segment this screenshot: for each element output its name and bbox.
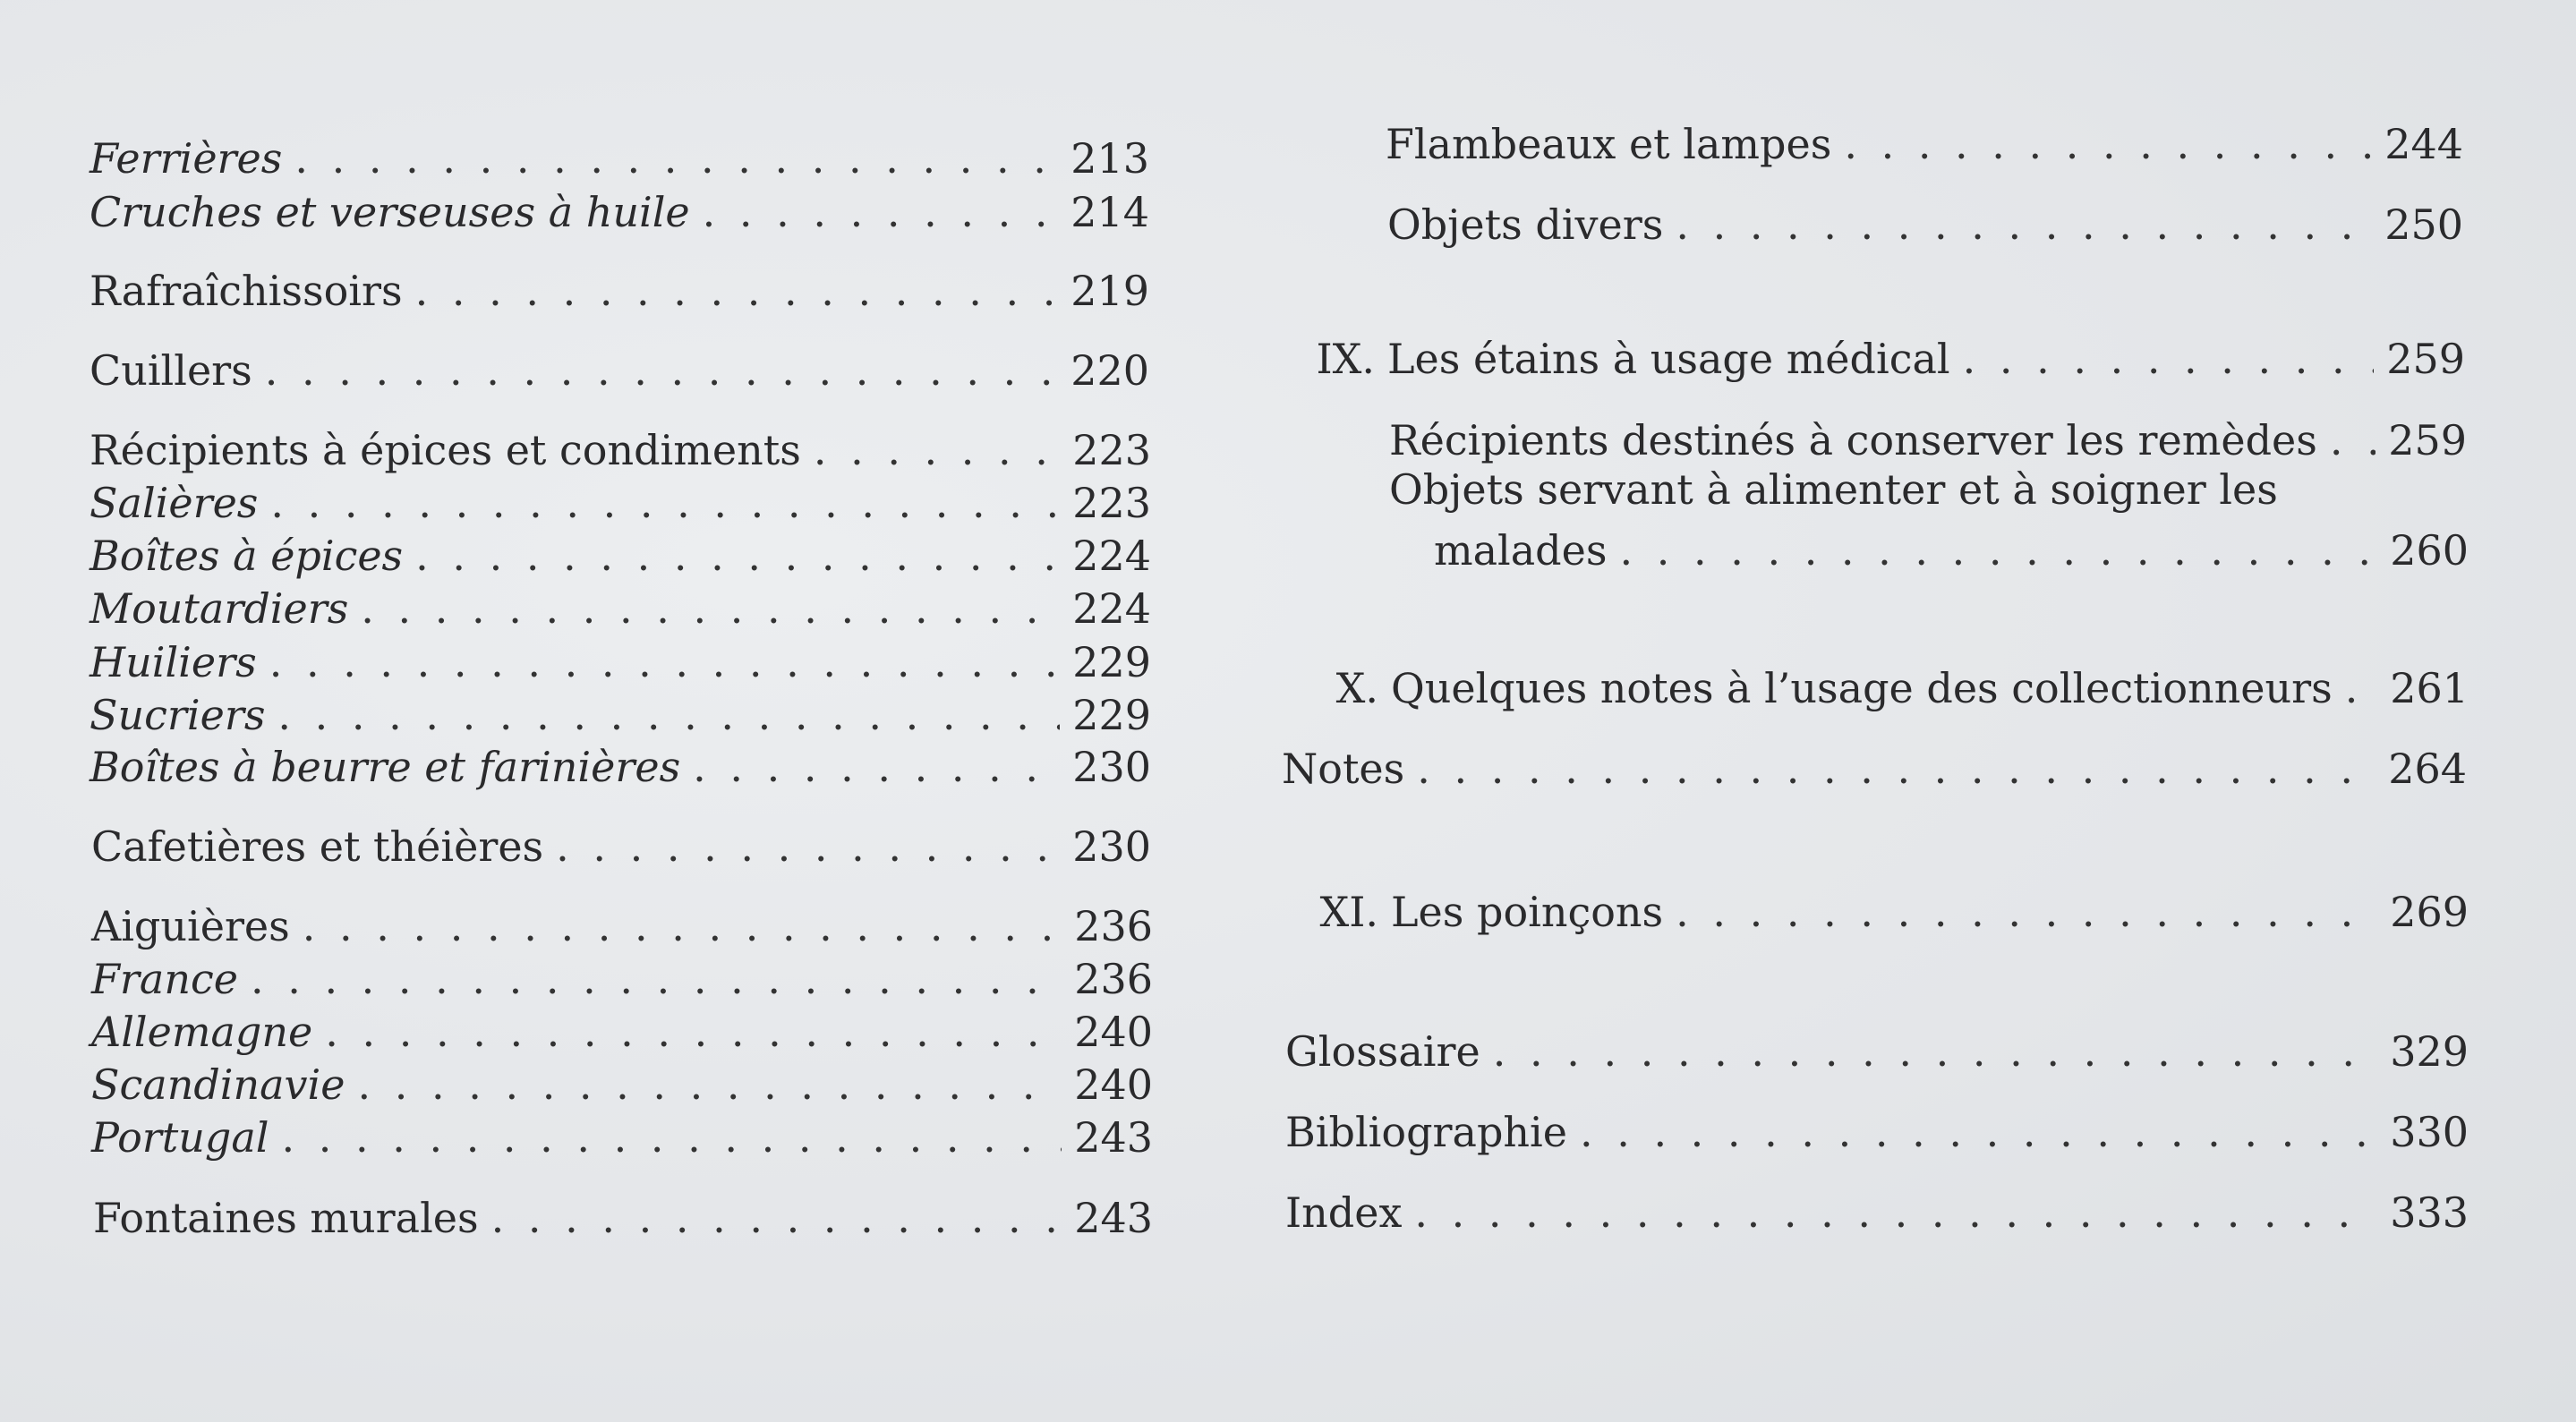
- toc-entry-title: Sucriers: [90, 691, 266, 739]
- dot-leader: [1493, 1031, 2377, 1072]
- toc-entry[interactable]: [90, 479, 1151, 527]
- toc-entry-page: 213: [1070, 134, 1149, 183]
- toc-entry[interactable]: [1285, 1108, 2469, 1156]
- dot-leader: [1676, 891, 2377, 932]
- toc-entry-page: 259: [2386, 335, 2465, 383]
- toc-entry-page: 223: [1072, 426, 1151, 474]
- dot-leader: [277, 694, 1060, 736]
- toc-entry-title: Moutardiers: [90, 584, 349, 633]
- toc-entry[interactable]: [91, 955, 1153, 1003]
- toc-entry-title: Flambeaux et lampes: [1386, 120, 1832, 168]
- toc-entry-page: 229: [1072, 691, 1151, 739]
- toc-entry-page: 269: [2390, 888, 2469, 936]
- dot-leader: [814, 430, 1060, 471]
- toc-entry[interactable]: [1285, 1188, 2469, 1237]
- dot-leader: [2330, 420, 2376, 461]
- toc-entry[interactable]: [91, 1008, 1153, 1056]
- dot-leader: [303, 906, 1062, 947]
- toc-entry-page: 329: [2390, 1027, 2469, 1076]
- toc-entry-page: 240: [1074, 1060, 1153, 1109]
- toc-entry[interactable]: [91, 822, 1151, 871]
- toc-entry-page: 230: [1072, 743, 1151, 791]
- toc-entry[interactable]: [93, 1194, 1153, 1242]
- toc-entry-title: Notes: [1282, 745, 1405, 793]
- dot-leader: [281, 1117, 1062, 1158]
- toc-entry[interactable]: [90, 532, 1151, 580]
- toc-entry-title-line1: Objets servant à alimenter et à soigner les: [1389, 465, 2278, 514]
- dot-leader: [265, 350, 1058, 391]
- toc-entry-page: 229: [1072, 638, 1151, 686]
- toc-entry-title: Glossaire: [1285, 1027, 1480, 1076]
- toc-entry[interactable]: [91, 902, 1153, 950]
- toc-entry-title: Quelques notes à l’usage des collectionneurs: [1391, 664, 2333, 712]
- toc-entry-title: Salières: [90, 479, 259, 527]
- dot-leader: [2345, 668, 2377, 709]
- toc-entry-title: Ferrières: [90, 134, 283, 183]
- dot-leader: [556, 826, 1060, 867]
- toc-entry[interactable]: [90, 346, 1149, 395]
- toc-entry[interactable]: [1282, 745, 2467, 793]
- toc-entry-title: Boîtes à beurre et farinières: [90, 743, 681, 791]
- toc-entry-title: France: [91, 955, 238, 1003]
- dot-leader: [1676, 204, 2372, 245]
- toc-entry-page: 224: [1072, 584, 1151, 633]
- dot-leader: [1414, 1192, 2377, 1233]
- toc-entry-page: 214: [1070, 188, 1149, 236]
- toc-entry-title: Aiguières: [91, 902, 290, 950]
- dot-leader: [1619, 530, 2377, 571]
- toc-entry[interactable]: [90, 134, 1149, 183]
- toc-entry-title: Allemagne: [91, 1008, 313, 1056]
- toc-entry-page: 224: [1072, 532, 1151, 580]
- toc-entry-title: Objets divers: [1387, 200, 1664, 249]
- toc-entry[interactable]: [1434, 526, 2469, 575]
- toc-entry[interactable]: [90, 743, 1151, 791]
- toc-entry-title: Fontaines murales: [93, 1194, 479, 1242]
- toc-entry[interactable]: [1387, 200, 2463, 249]
- toc-entry[interactable]: [90, 267, 1149, 315]
- dot-leader: [415, 535, 1060, 576]
- toc-entry-page: 240: [1074, 1008, 1153, 1056]
- toc-entry-page: 333: [2390, 1188, 2469, 1237]
- dot-leader: [357, 1064, 1062, 1105]
- toc-entry-chapter[interactable]: [1335, 664, 2469, 712]
- toc-entry-title: Scandinavie: [91, 1060, 345, 1109]
- toc-entry-page: 243: [1074, 1113, 1153, 1162]
- toc-entry-title: Cruches et verseuses à huile: [90, 188, 690, 236]
- toc-entry[interactable]: [90, 188, 1149, 236]
- chapter-numeral: X.: [1335, 664, 1378, 712]
- toc-entry-title: Récipients destinés à conserver les remèdes: [1389, 416, 2317, 464]
- toc-entry-title: Boîtes à épices: [90, 532, 404, 580]
- toc-entry-page: 260: [2390, 526, 2469, 575]
- toc-entry[interactable]: [1389, 416, 2467, 464]
- toc-entry[interactable]: [90, 691, 1151, 739]
- dot-leader: [269, 642, 1060, 683]
- toc-entry-title: Rafraîchissoirs: [90, 267, 403, 315]
- toc-entry-title: Bibliographie: [1285, 1108, 1567, 1156]
- toc-entry-title: Cafetières et théières: [91, 822, 544, 871]
- toc-entry-title: Cuillers: [90, 346, 252, 395]
- toc-entry-title: Huiliers: [90, 638, 257, 686]
- toc-entry-page: 244: [2384, 120, 2463, 168]
- dot-leader: [1844, 123, 2372, 165]
- toc-entry-page: 219: [1070, 267, 1149, 315]
- dot-leader: [325, 1011, 1062, 1052]
- toc-entry-page: 243: [1074, 1194, 1153, 1242]
- toc-entry[interactable]: [1285, 1027, 2469, 1076]
- dot-leader: [1580, 1111, 2377, 1153]
- toc-entry[interactable]: [90, 426, 1151, 474]
- dot-leader: [1963, 338, 2375, 379]
- toc-entry[interactable]: [90, 584, 1151, 633]
- chapter-numeral: XI.: [1319, 888, 1378, 936]
- toc-entry-title: Portugal: [91, 1113, 269, 1162]
- toc-entry[interactable]: [1386, 120, 2463, 168]
- chapter-numeral: IX.: [1316, 335, 1375, 383]
- toc-entry-page: 223: [1072, 479, 1151, 527]
- toc-entry-title: Récipients à épices et condiments: [90, 426, 801, 474]
- toc-entry-page: 250: [2384, 200, 2463, 249]
- toc-entry-page: 264: [2388, 745, 2467, 793]
- toc-entry-page: 230: [1072, 822, 1151, 871]
- dot-leader: [294, 138, 1058, 179]
- dot-leader: [703, 192, 1059, 233]
- toc-entry-page: 236: [1074, 902, 1153, 950]
- dot-leader: [693, 746, 1060, 788]
- toc-entry-page: 259: [2388, 416, 2467, 464]
- toc-entry-page: 220: [1070, 346, 1149, 395]
- toc-entry-page: 236: [1074, 955, 1153, 1003]
- dot-leader: [1417, 748, 2376, 789]
- dot-leader: [415, 270, 1059, 311]
- dot-leader: [251, 958, 1062, 1000]
- dot-leader: [361, 588, 1060, 629]
- toc-entry-title: Index: [1285, 1188, 1403, 1237]
- toc-entry-title: malades: [1434, 526, 1608, 575]
- toc-entry[interactable]: [91, 1060, 1153, 1109]
- toc-entry-page: 261: [2390, 664, 2469, 712]
- toc-entry-chapter[interactable]: [1319, 888, 2469, 936]
- toc-entry[interactable]: [91, 1113, 1153, 1162]
- toc-entry-page: 330: [2390, 1108, 2469, 1156]
- toc-entry-title: Les étains à usage médical: [1387, 335, 1950, 383]
- toc-entry[interactable]: [90, 638, 1151, 686]
- toc-entry-chapter[interactable]: [1316, 335, 2465, 383]
- dot-leader: [270, 482, 1060, 524]
- dot-leader: [491, 1197, 1062, 1239]
- toc-entry-title: Les poinçons: [1391, 888, 1664, 936]
